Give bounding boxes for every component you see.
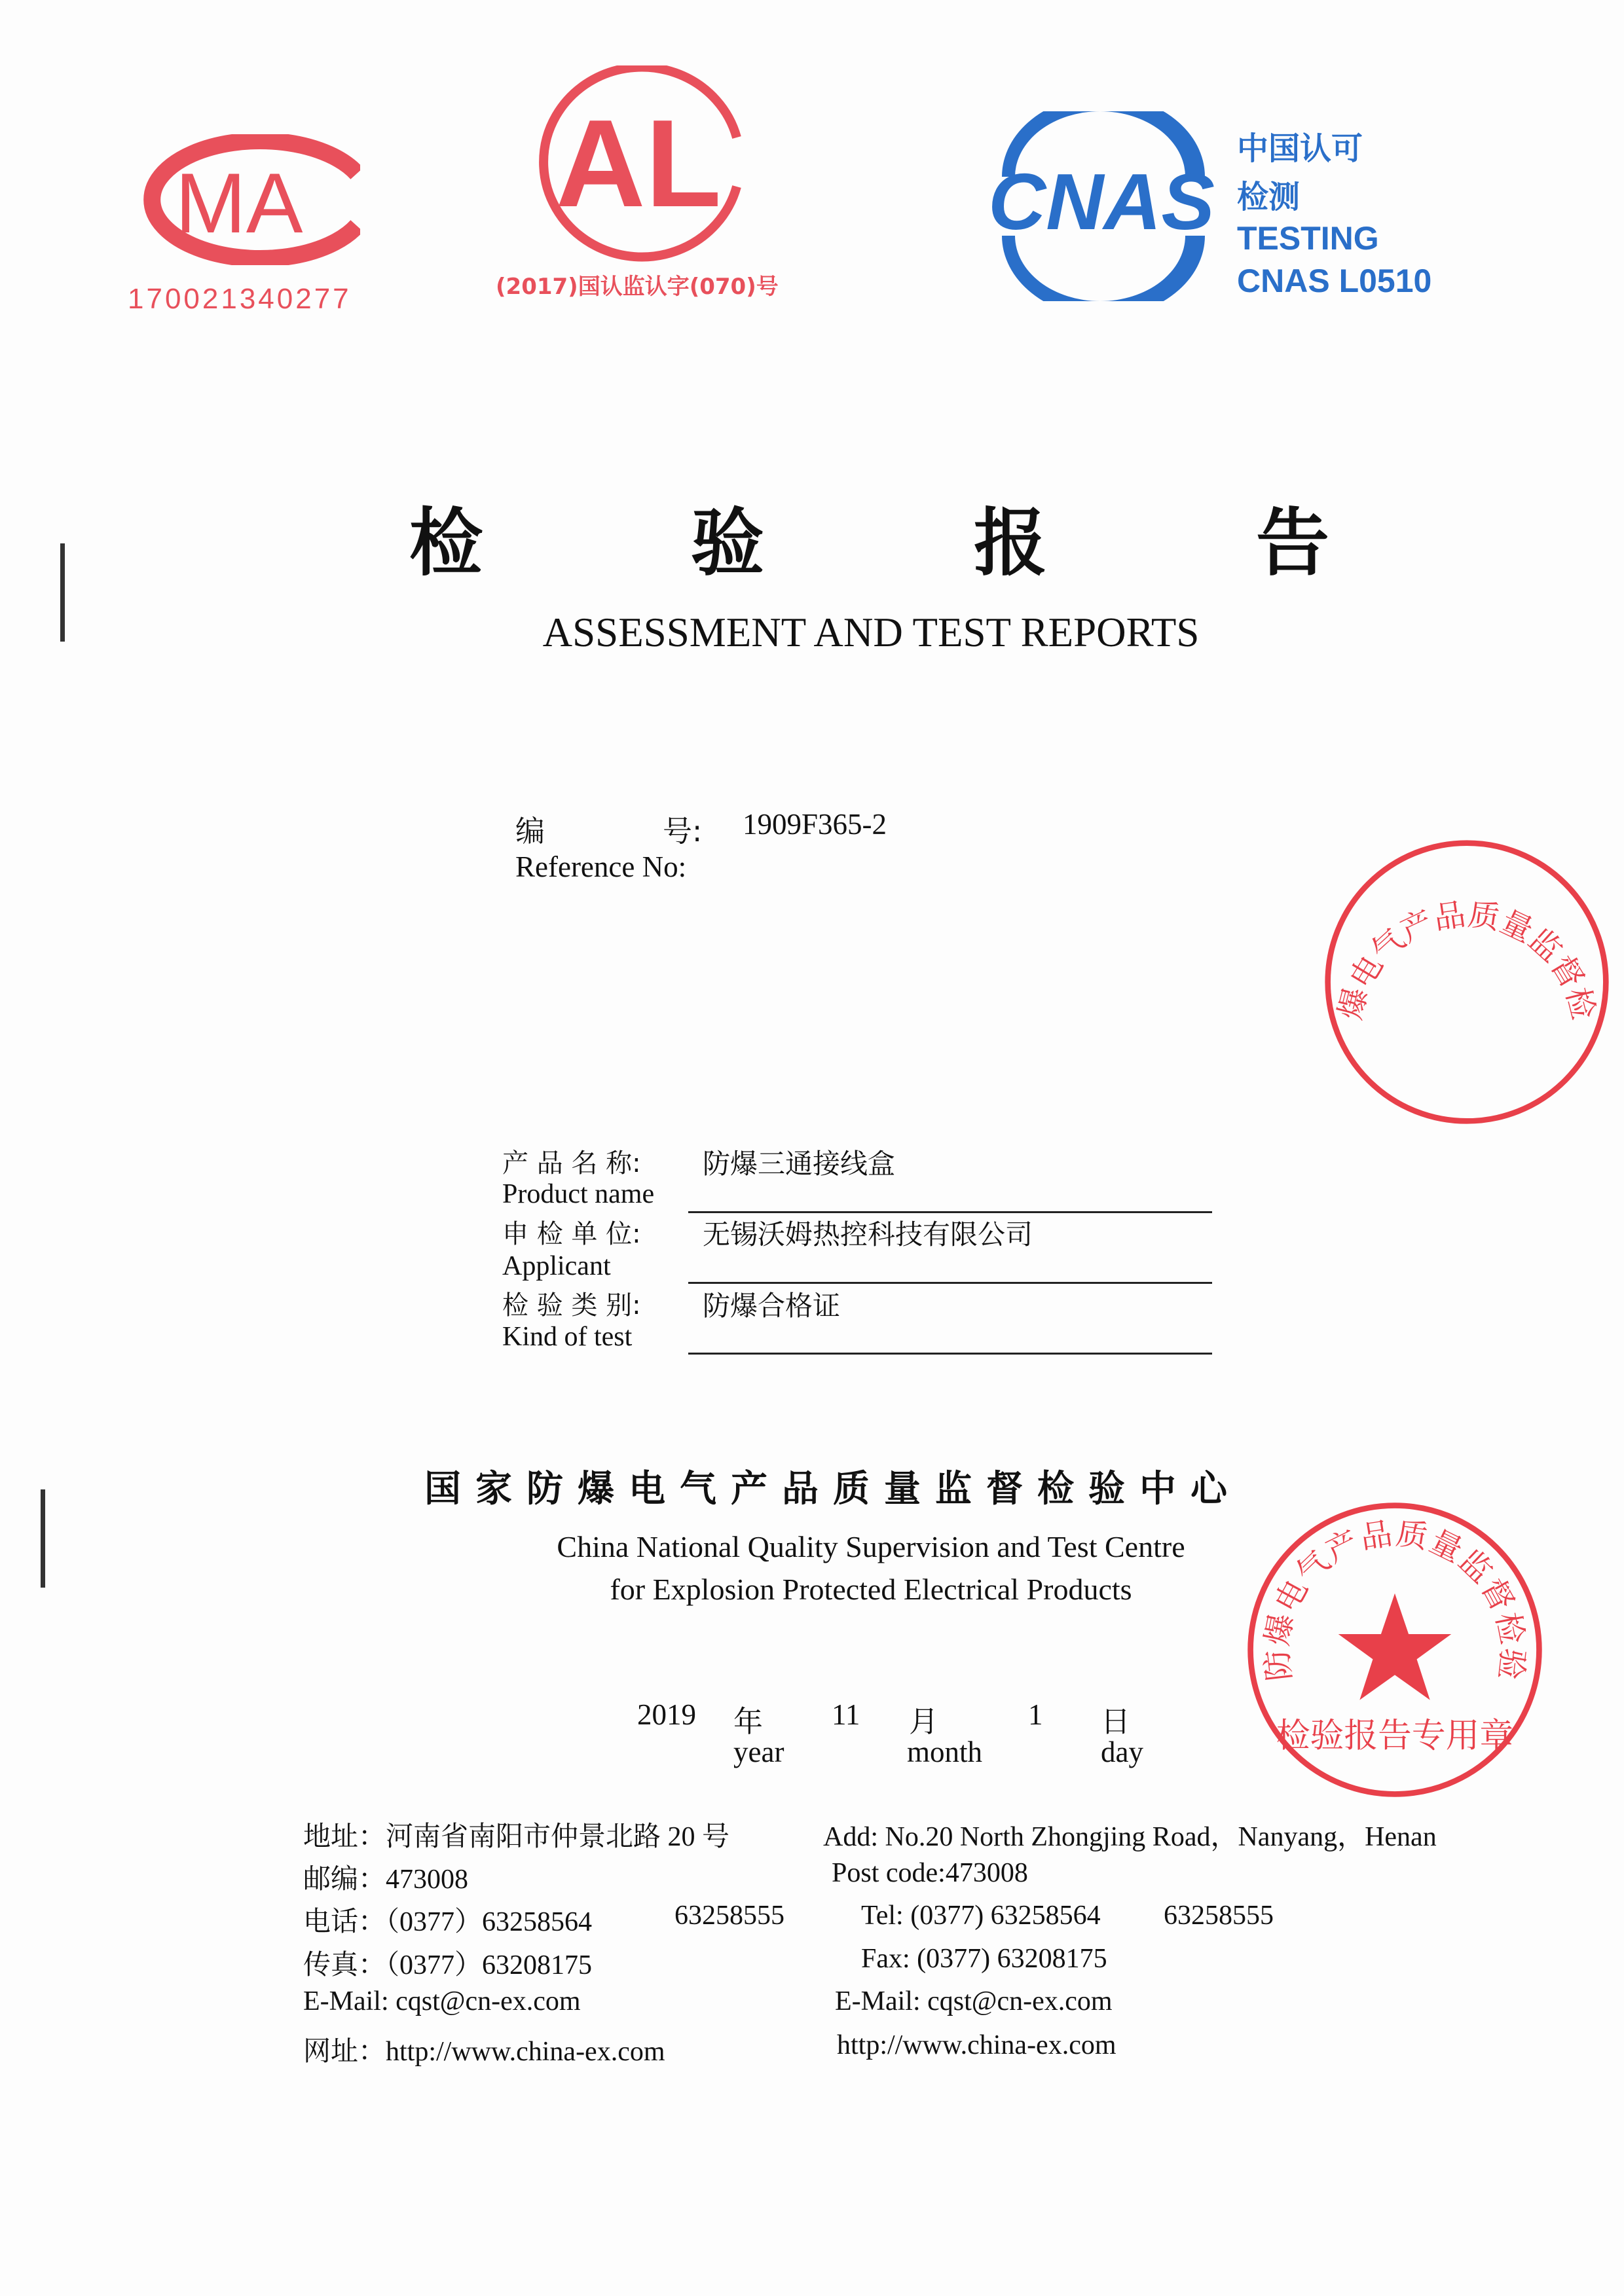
cma-logo-text: MA xyxy=(175,155,303,251)
star-icon xyxy=(1338,1594,1452,1700)
website-cn[interactable]: 网址：http://www.china-ex.com xyxy=(303,2037,665,2067)
cnas-line-2: 检测 xyxy=(1237,179,1301,215)
cnas-logo xyxy=(976,111,1231,304)
title-english: ASSESSMENT AND TEST REPORTS xyxy=(542,610,1200,655)
cnas-logo-text: CNAS xyxy=(988,157,1215,246)
date-month-cn: 月 xyxy=(909,1704,939,1739)
edge-seal-ring-text: 爆电气产品质量监督检 xyxy=(1332,896,1602,1023)
cnas-line-3: TESTING xyxy=(1237,220,1379,257)
field-value: 防爆合格证 xyxy=(703,1290,841,1322)
date-day: 1 xyxy=(1028,1698,1043,1731)
date-year: 2019 xyxy=(637,1698,696,1731)
svg-text:国家防爆电气产品质量监督检验中心 xyxy=(1323,838,1601,1023)
field-label-en: Kind of test xyxy=(502,1322,633,1352)
reference-value: 1909F365-2 xyxy=(743,808,887,841)
cal-number: (2017)国认监认字(070)号 xyxy=(496,274,779,300)
cal-logo-text: AL xyxy=(555,94,722,233)
field-label-en: Product name xyxy=(502,1179,655,1209)
title-char: 报 xyxy=(974,501,1047,586)
cma-number: 170021340277 xyxy=(128,283,352,315)
edge-seal xyxy=(1323,838,1611,1129)
date-day-cn: 日 xyxy=(1101,1704,1131,1739)
tel-cn-2: 63258555 xyxy=(674,1901,784,1931)
reference-label-cn-2: 号: xyxy=(663,814,703,848)
title-char: 告 xyxy=(1256,501,1329,586)
title-char: 检 xyxy=(409,501,483,586)
cnas-line-4: CNAS L0510 xyxy=(1237,263,1432,299)
tel-en: Tel: (0377) 63258564 xyxy=(861,1901,1101,1931)
punch-mark xyxy=(41,1489,45,1588)
field-label-cn: 产 品 名 称: xyxy=(502,1148,641,1178)
organization-name-en-2: for Explosion Protected Electrical Products xyxy=(610,1573,1132,1606)
field-label-en: Applicant xyxy=(502,1251,611,1281)
website-en[interactable]: http://www.china-ex.com xyxy=(837,2030,1116,2060)
reference-label-en: Reference No: xyxy=(515,850,687,883)
address-en: Add: No.20 North Zhongjing Road，Nanyang，Henan xyxy=(823,1822,1437,1852)
date-day-en: day xyxy=(1101,1736,1143,1768)
field-underline xyxy=(688,1282,1212,1284)
field-value: 无锡沃姆热控科技有限公司 xyxy=(703,1218,1033,1250)
postcode-cn: 邮编：473008 xyxy=(303,1865,469,1895)
punch-mark xyxy=(60,543,65,642)
email-cn[interactable]: E-Mail: cqst@cn-ex.com xyxy=(303,1986,581,2016)
cal-logo xyxy=(534,65,750,265)
reference-label-cn: 编 xyxy=(515,814,545,848)
seal-bottom-text: 检验报告专用章 xyxy=(1276,1716,1514,1756)
official-seal xyxy=(1244,1499,1545,1804)
date-year-cn: 年 xyxy=(733,1704,764,1739)
field-label-cn: 检 验 类 别: xyxy=(502,1290,641,1321)
fax-cn: 传真：（0377）63208175 xyxy=(303,1950,593,1980)
date-month: 11 xyxy=(832,1698,860,1731)
organization-name-en-1: China National Quality Supervision and Test Centre xyxy=(557,1530,1185,1563)
tel-cn: 电话：（0377）63258564 xyxy=(303,1907,593,1937)
fax-en: Fax: (0377) 63208175 xyxy=(861,1944,1107,1974)
cnas-line-1: 中国认可 xyxy=(1237,130,1363,167)
seal-ring-text: 防爆电气产品质量监督检验 xyxy=(1259,1516,1531,1683)
email-en[interactable]: E-Mail: cqst@cn-ex.com xyxy=(835,1986,1113,2016)
organization-name-cn: 国家防爆电气产品质量监督检验中心 xyxy=(424,1468,1242,1510)
cma-logo xyxy=(131,134,360,268)
field-label-cn: 申 检 单 位: xyxy=(502,1219,641,1249)
field-value: 防爆三通接线盒 xyxy=(703,1148,896,1180)
date-month-en: month xyxy=(907,1736,983,1768)
address-cn: 地址：河南省南阳市仲景北路 20 号 xyxy=(303,1822,730,1852)
postcode-en: Post code:473008 xyxy=(832,1858,1028,1888)
date-year-en: year xyxy=(733,1736,784,1768)
title-char: 验 xyxy=(691,501,764,586)
field-underline xyxy=(688,1353,1212,1355)
tel-en-2: 63258555 xyxy=(1164,1901,1274,1931)
